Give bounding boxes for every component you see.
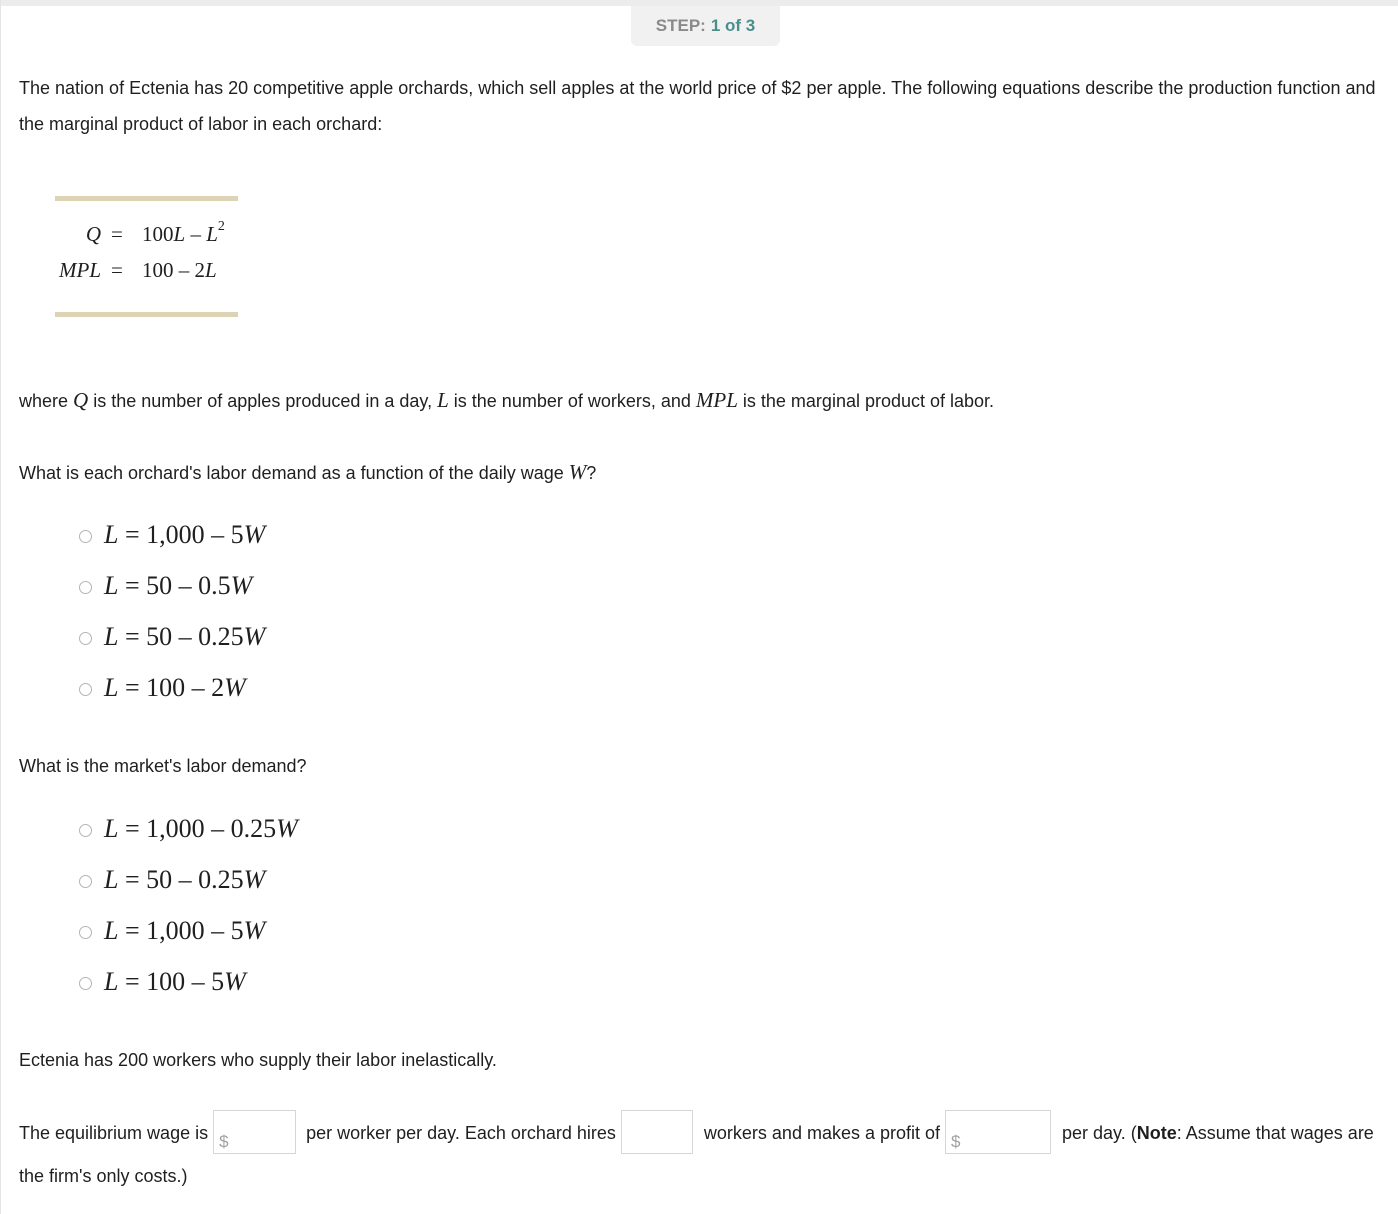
variable-definitions: where Q is the number of apples produced in a day, L is the number of workers, and MPL is the marginal product of labor. [19,388,995,412]
radio-button[interactable] [79,581,92,594]
q1-option-4[interactable]: L = 100 – 2W [79,671,246,705]
profit-input[interactable] [945,1110,1051,1154]
note-label: Note [1136,1122,1177,1143]
left-border [0,0,1,1214]
equation-production-function: Q = $100L - L^2$ [85,219,225,246]
wage-input[interactable] [213,1110,296,1154]
q1-option-3[interactable]: L = 50 – 0.25W [79,620,265,654]
radio-button[interactable] [79,683,92,696]
question-orchard-labor-demand: What is each orchard's labor demand as a function of the daily wage W? [19,460,597,484]
radio-button[interactable] [79,875,92,888]
step-indicator [631,6,780,46]
radio-button[interactable] [79,977,92,990]
step-label: STEP: [655,16,706,35]
q2-option-1[interactable]: L = 1,000 – 0.25W [79,812,298,846]
equation-bottom-rule [55,312,238,317]
currency-symbol: $ [951,1132,961,1151]
workers-input[interactable] [621,1110,693,1154]
radio-button[interactable] [79,926,92,939]
currency-symbol: $ [219,1132,229,1151]
fill-in-statement: The equilibrium wage is $ per worker per day. Each orchard hires workers and makes a profit of $ per day. (Note: Assume that wages are the firm's only costs.) [19,1112,1389,1196]
q1-option-1[interactable]: L = 1,000 – 5W [79,518,265,552]
equation-marginal-product: MPL = 100 – 2L [59,258,217,282]
radio-button[interactable] [79,824,92,837]
q2-option-3[interactable]: L = 1,000 – 5W [79,914,265,948]
question-market-labor-demand: What is the market's labor demand? [19,756,307,776]
q2-option-4[interactable]: L = 100 – 5W [79,965,246,999]
radio-button[interactable] [79,632,92,645]
q2-option-2[interactable]: L = 50 – 0.25W [79,863,265,897]
step-value: 1 of 3 [710,16,756,35]
intro-text: The nation of Ectenia has 20 competitive apple orchards, which sell apples at the world price of $2 per apple. The following equations describe the production function and the marginal product of labor in each orchard: [19,78,1376,134]
equation-block [55,196,238,318]
equation-top-rule [55,196,238,201]
q1-option-2[interactable]: L = 50 – 0.5W [79,569,252,603]
radio-button[interactable] [79,530,92,543]
labor-supply-statement: Ectenia has 200 workers who supply their labor inelastically. [19,1050,497,1070]
